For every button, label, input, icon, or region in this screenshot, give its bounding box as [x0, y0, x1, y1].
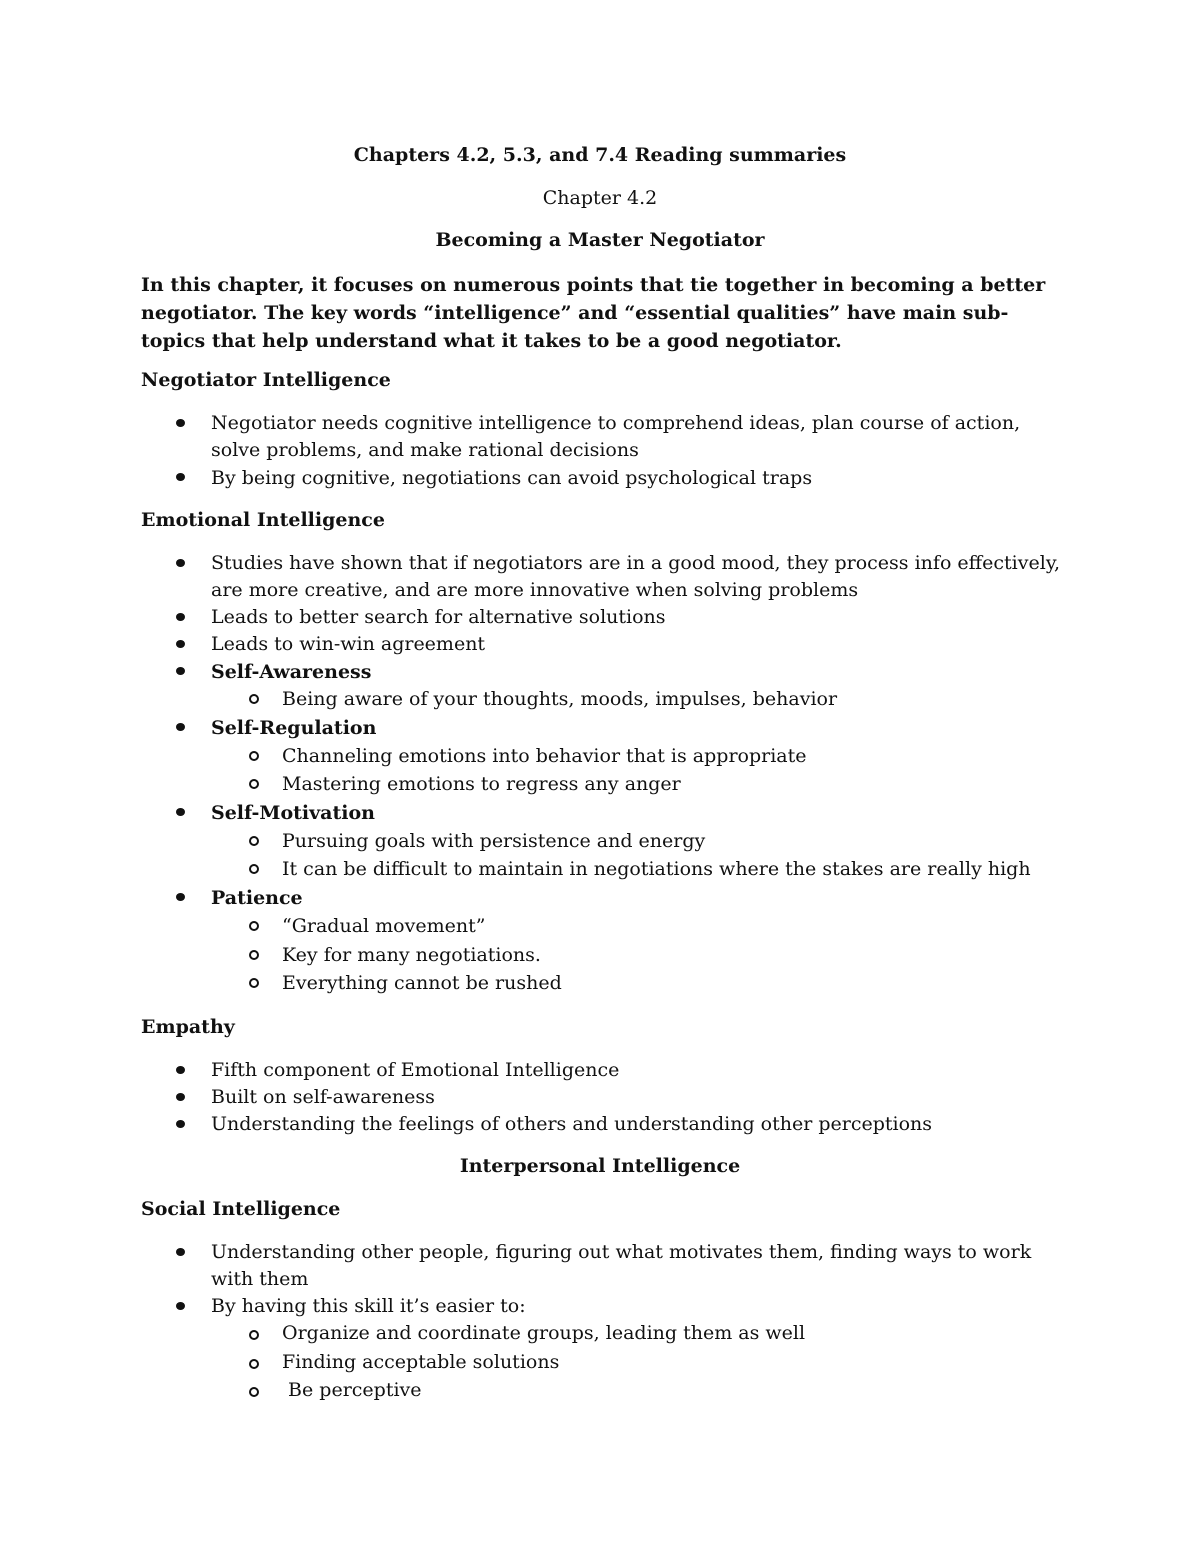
list-item: Fifth component of Emotional Intelligence: [211, 1059, 620, 1081]
section-heading-social-intelligence: Social Intelligence: [141, 1198, 341, 1220]
sub-list-item: It can be difficult to maintain in negotiations where the stakes are really high: [282, 858, 1031, 880]
list-item-self-awareness: Self-Awareness: [211, 661, 372, 683]
list-item: Leads to win-win agreement: [211, 633, 486, 655]
bullet-icon: [176, 893, 185, 901]
sub-list-item: Mastering emotions to regress any anger: [282, 773, 681, 795]
list-item-self-regulation: Self-Regulation: [211, 717, 377, 739]
document-title: Chapters 4.2, 5.3, and 7.4 Reading summaries: [353, 144, 847, 166]
circle-bullet-icon: [249, 1387, 259, 1397]
sub-list-item: Channeling emotions into behavior that is appropriate: [282, 745, 807, 767]
chapter-title: Becoming a Master Negotiator: [435, 229, 765, 251]
bullet-icon: [176, 419, 185, 427]
bullet-icon: [176, 667, 185, 675]
sub-list-item: Finding acceptable solutions: [282, 1351, 560, 1373]
list-item: Studies have shown that if negotiators are in a good mood, they process info effectively, are more creative, and are more innovative when solving problems: [211, 552, 1061, 601]
sub-list-item: Pursuing goals with persistence and energy: [282, 830, 706, 852]
list-item: Built on self-awareness: [211, 1086, 435, 1108]
list-item-patience: Patience: [211, 887, 303, 909]
circle-bullet-icon: [249, 1359, 259, 1369]
section-heading-negotiator-intelligence: Negotiator Intelligence: [141, 369, 391, 391]
list-item: Leads to better search for alternative solutions: [211, 606, 666, 628]
sub-list-item: Be perceptive: [282, 1379, 422, 1401]
sub-list-item: Everything cannot be rushed: [282, 972, 562, 994]
bullet-icon: [176, 473, 185, 481]
bullet-icon: [176, 1302, 185, 1310]
bullet-icon: [176, 723, 185, 731]
circle-bullet-icon: [249, 978, 259, 988]
list-item: Negotiator needs cognitive intelligence to comprehend ideas, plan course of action, solve problems, and make rational decisions: [211, 412, 1021, 461]
circle-bullet-icon: [249, 1330, 259, 1340]
circle-bullet-icon: [249, 751, 259, 761]
list-item: By being cognitive, negotiations can avoid psychological traps: [211, 467, 813, 489]
circle-bullet-icon: [249, 950, 259, 960]
bullet-icon: [176, 559, 185, 567]
bullet-icon: [176, 1120, 185, 1128]
list-item: By having this skill it’s easier to:: [211, 1295, 526, 1317]
list-item-self-motivation: Self-Motivation: [211, 802, 375, 824]
sub-list-item: “Gradual movement”: [282, 915, 486, 937]
circle-bullet-icon: [249, 694, 259, 704]
bullet-icon: [176, 613, 185, 621]
chapter-label: Chapter 4.2: [542, 187, 658, 209]
section-heading-emotional-intelligence: Emotional Intelligence: [141, 509, 385, 531]
circle-bullet-icon: [249, 836, 259, 846]
sub-list-item: Organize and coordinate groups, leading them as well: [282, 1322, 806, 1344]
circle-bullet-icon: [249, 921, 259, 931]
circle-bullet-icon: [249, 864, 259, 874]
section-heading-interpersonal-intelligence: Interpersonal Intelligence: [459, 1155, 741, 1177]
sub-list-item: Key for many negotiations.: [282, 944, 541, 966]
bullet-icon: [176, 640, 185, 648]
intro-paragraph: In this chapter, it focuses on numerous points that tie together in becoming a better negotiator. The key words “intelligence” and “essential qualities” have main sub-topics that help understand what it takes to be a good negotiator.: [141, 274, 1046, 352]
circle-bullet-icon: [249, 779, 259, 789]
bullet-icon: [176, 1248, 185, 1256]
bullet-icon: [176, 1093, 185, 1101]
list-item: Understanding the feelings of others and understanding other perceptions: [211, 1113, 933, 1135]
list-item: Understanding other people, figuring out what motivates them, finding ways to work with them: [211, 1241, 1032, 1290]
bullet-icon: [176, 808, 185, 816]
section-heading-empathy: Empathy: [141, 1016, 235, 1038]
sub-list-item: Being aware of your thoughts, moods, impulses, behavior: [282, 688, 838, 710]
bullet-icon: [176, 1066, 185, 1074]
